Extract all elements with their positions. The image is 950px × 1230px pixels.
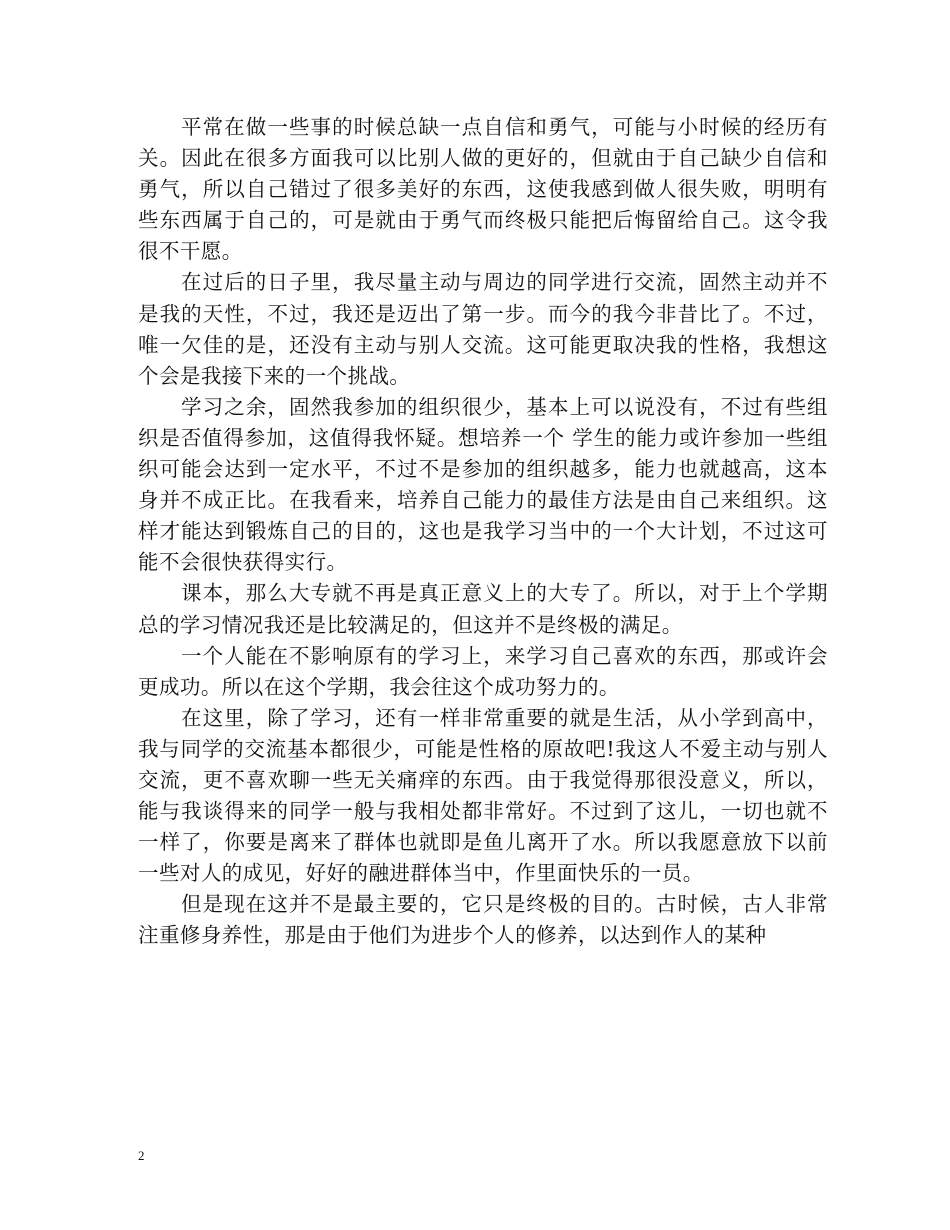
paragraph-6: 在这里，除了学习，还有一样非常重要的就是生活，从小学到高中，我与同学的交流基本都很少，可能是性格的原故吧!我这人不爱主动与别人交流，更不喜欢聊一些无关痛痒的东西。由于我觉得那很没意义，所以，能与我谈得来的同学一般与我相处都非常好。不过到了这儿，一切也就不一样了，你要是离来了群体也就即是鱼儿离开了水。所以我愿意放下以前一些对人的成见，好好的融进群体当中，作里面快乐的一员。	[138, 705, 828, 886]
document-body	[138, 112, 828, 952]
paragraph-5: 一个人能在不影响原有的学习上，来学习自己喜欢的东西，那或许会更成功。所以在这个学期，我会往这个成功努力的。	[138, 643, 828, 699]
paragraph-7: 但是现在这并不是最主要的，它只是终极的目的。古时候，古人非常注重修身养性，那是由于他们为进步个人的修养，以达到作人的某种	[138, 892, 828, 948]
paragraph-2: 在过后的日子里，我尽量主动与周边的同学进行交流，固然主动并不是我的天性，不过，我还是迈出了第一步。而今的我今非昔比了。不过，唯一欠佳的是，还没有主动与别人交流。这可能更取决我的性格，我想这个会是我接下来的一个挑战。	[138, 270, 828, 388]
paragraph-1: 平常在做一些事的时候总缺一点自信和勇气，可能与小时候的经历有关。因此在很多方面我可以比别人做的更好的，但就由于自己缺少自信和勇气，所以自己错过了很多美好的东西，这使我感到做人很失败，明明有些东西属于自己的，可是就由于勇气而终极只能把后悔留给自己。这令我很不干愿。	[138, 115, 828, 264]
paragraph-3: 学习之余，固然我参加的组织很少，基本上可以说没有，不过有些组织是否值得参加，这值得我怀疑。想培养一个 学生的能力或许参加一些组织可能会达到一定水平，不过不是参加的组织越多，能力也就越高，这本身并不成正比。在我看来，培养自己能力的最佳方法是由自己来组织。这样才能达到锻炼自己的目的，这也是我学习当中的一个大计划，不过这可能不会很快获得实行。	[138, 394, 828, 575]
paragraph-4: 课本，那么大专就不再是真正意义上的大专了。所以，对于上个学期总的学习情况我还是比较满足的，但这并不是终极的满足。	[138, 581, 828, 637]
page-number: 2	[138, 1148, 145, 1163]
